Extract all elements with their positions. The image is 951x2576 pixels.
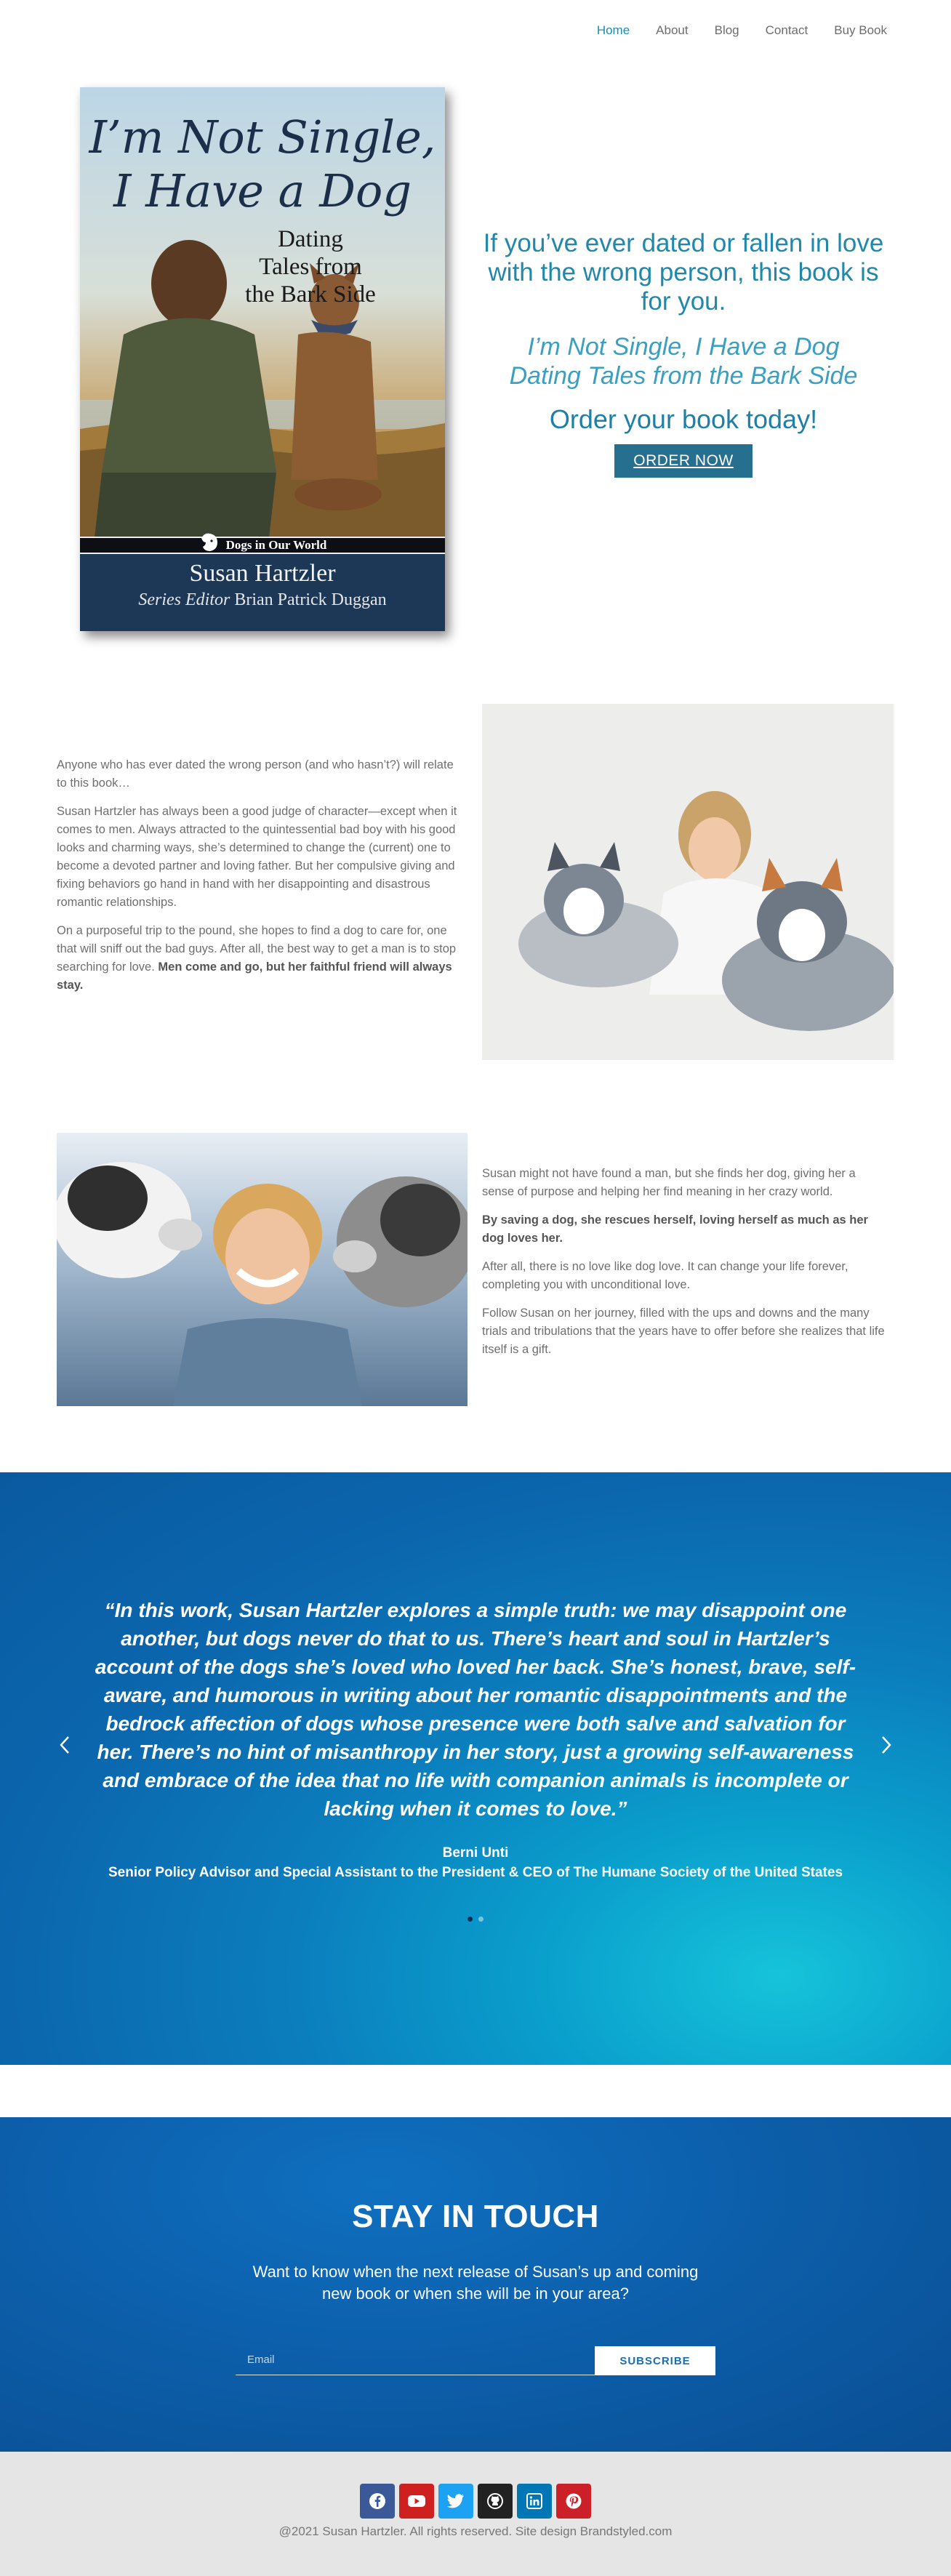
- pinterest-icon[interactable]: [556, 2484, 591, 2519]
- footer: [0, 2452, 951, 2576]
- main-nav: [0, 0, 951, 65]
- book-cover-title-line1: I’m Not Single,: [89, 111, 436, 164]
- author-kissed-by-dogs-illustration: [57, 1133, 468, 1406]
- author-with-dogs-illustration: [482, 704, 894, 1060]
- book-intro-text: [57, 756, 464, 1005]
- book-cover-title: [80, 111, 445, 218]
- hero-copy: [480, 229, 887, 478]
- hero-headline: If you’ve ever dated or fallen in love with the wrong person, this book is for you.: [483, 229, 884, 316]
- book-cover[interactable]: [80, 87, 445, 631]
- slider-dot-2[interactable]: [478, 1917, 483, 1922]
- book-story-paragraph-1: Susan might not have found a man, but she finds her dog, giving her a sense of purpose and helping her find meaning in her crazy world.: [482, 1167, 856, 1198]
- book-story-paragraph-4: Follow Susan on her journey, filled with the ups and downs and the many trials and tribulations that the years have to offer before she realizes that life itself is a gift.: [482, 1307, 885, 1356]
- book-intro-paragraph-3-bold: Men come and go, but her faithful friend will always stay.: [57, 960, 452, 992]
- nav-contact-link[interactable]: Contact: [765, 23, 808, 37]
- book-story-text: [482, 1165, 889, 1369]
- book-intro-section: [0, 704, 951, 1060]
- newsletter-text: Want to know when the next release of Susan’s up and coming new book or when she will be in your area?: [252, 2263, 699, 2303]
- book-cover-editor-name: Brian Patrick Duggan: [234, 590, 387, 609]
- testimonial-author-name: Berni Unti: [442, 1845, 509, 1861]
- book-cover-subtitle-line3: the Bark Side: [245, 281, 376, 308]
- book-intro-paragraph-2: Susan Hartzler has always been a good judge of character—except when it comes to men. Always attracted to the quintessential bad boy with his good looks and charming ways, she’s determined to change the (current) one to become a devoted partner and loving father. But her compulsive giving and fixing behaviors go hand in hand with her disappointing and disastrous romantic relationships.: [57, 805, 457, 909]
- newsletter-form: [236, 2345, 715, 2375]
- nav-links: [597, 23, 887, 38]
- email-field[interactable]: [236, 2345, 595, 2375]
- book-story-section: [0, 1133, 951, 1406]
- book-cover-editor: [80, 590, 445, 610]
- book-story-paragraph-3: After all, there is no love like dog love. It can change your life forever, completing you with unconditional love.: [482, 1260, 848, 1291]
- hero-book-title-line2: Dating Tales from the Bark Side: [509, 362, 858, 390]
- testimonial-quote: “In this work, Susan Hartzler explores a simple truth: we may disappoint one another, but dogs never do that to us. There’s heart and soul in Hartzler’s account of the dogs she’s loved who loved her back. She’s honest, brave, self-aware, and humorous in writing about her romantic disappointments and the bedrock affection of dogs whose presence were both salve and salvation for her. There’s no hint of misanthropy in her story, just a growing self-awareness and embrace of the idea that no life with companion animals is incomplete or lacking when it comes to love.”: [95, 1599, 856, 1820]
- book-cover-subtitle-line2: Tales from: [259, 254, 362, 280]
- order-now-button[interactable]: ORDER NOW: [614, 444, 753, 478]
- book-series-label: Dogs in Our World: [225, 538, 327, 552]
- github-icon[interactable]: [478, 2484, 513, 2519]
- nav-about-link[interactable]: About: [656, 23, 689, 37]
- slider-dots: [0, 1917, 951, 1922]
- book-cover-footer: [80, 554, 445, 631]
- nav-blog-link[interactable]: Blog: [714, 23, 739, 37]
- book-cover-editor-label: Series Editor: [138, 590, 230, 609]
- social-links: [0, 2484, 951, 2519]
- book-cover-author: Susan Hartzler: [189, 560, 336, 587]
- hero-cta-text: Order your book today!: [549, 404, 818, 434]
- newsletter-title: STAY IN TOUCH: [352, 2199, 599, 2234]
- hero-section: [0, 65, 951, 683]
- twitter-icon[interactable]: [438, 2484, 473, 2519]
- author-kissed-by-dogs-photo: [57, 1133, 468, 1406]
- copyright-text: @2021 Susan Hartzler. All rights reserved. Site design Brandstyled.com: [278, 2524, 673, 2538]
- hero-book-title: [480, 332, 887, 390]
- facebook-icon[interactable]: [360, 2484, 395, 2519]
- chevron-right-icon[interactable]: [875, 1734, 897, 1763]
- slider-dot-1[interactable]: [468, 1917, 473, 1922]
- author-with-dogs-photo: [482, 704, 894, 1060]
- testimonial-author-role: Senior Policy Advisor and Special Assistant to the President & CEO of The Humane Society of the United States: [108, 1865, 843, 1880]
- book-cover-subtitle: [227, 225, 394, 308]
- youtube-icon[interactable]: [399, 2484, 434, 2519]
- book-cover-title-line2: I Have a Dog: [113, 164, 412, 217]
- book-series-band: [80, 537, 445, 554]
- chevron-left-icon[interactable]: [54, 1734, 76, 1763]
- book-story-paragraph-2-bold: By saving a dog, she rescues herself, loving herself as much as her dog loves her.: [482, 1213, 868, 1245]
- newsletter-section: [0, 2117, 951, 2452]
- hero-book-title-line1: I’m Not Single, I Have a Dog: [527, 333, 840, 361]
- nav-home-link[interactable]: Home: [596, 23, 630, 37]
- dog-head-icon: [198, 531, 220, 553]
- book-intro-paragraph-3: [57, 922, 464, 995]
- subscribe-button[interactable]: SUBSCRIBE: [595, 2346, 715, 2375]
- book-intro-paragraph-1: Anyone who has ever dated the wrong person (and who hasn’t?) will relate to this book…: [57, 758, 454, 790]
- linkedin-icon[interactable]: [517, 2484, 552, 2519]
- nav-buy-book-link[interactable]: Buy Book: [834, 23, 887, 37]
- testimonial-slider: [0, 1472, 951, 2065]
- book-story-paragraph-2: [482, 1211, 889, 1248]
- book-cover-subtitle-line1: Dating: [278, 226, 343, 252]
- book-intro-paragraph-3-text: On a purposeful trip to the pound, she hopes to find a dog to care for, one that will sniff out the bad guys. After all, the best way to get a man is to stop searching for love.: [57, 924, 457, 974]
